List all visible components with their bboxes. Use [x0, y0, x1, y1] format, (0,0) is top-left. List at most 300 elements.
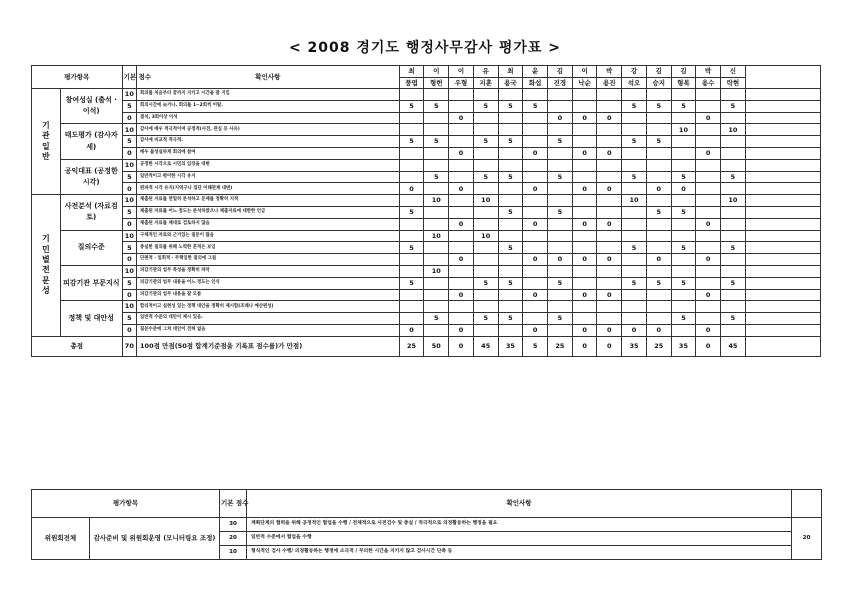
area-label [32, 89, 61, 195]
score-cell: 0 [671, 183, 696, 195]
score-cell [399, 159, 424, 171]
score-cell [399, 301, 424, 313]
score-cell [696, 313, 721, 325]
score-cell [449, 206, 474, 218]
total-score: 45 [473, 336, 498, 356]
score-cell: 0 [597, 147, 622, 159]
score-cell [424, 218, 449, 230]
score-cell [646, 218, 671, 230]
score-cell [449, 265, 474, 277]
score-cell [696, 136, 721, 148]
text-line: 전 [42, 265, 50, 275]
score-cell [498, 89, 523, 101]
member-given-name: 우형 [449, 77, 474, 89]
score-cell: 5 [424, 313, 449, 325]
member-given-name: 락현 [721, 77, 746, 89]
blank-cell [745, 230, 820, 242]
score-cell: 5 [498, 136, 523, 148]
score-cell: 0 [696, 218, 721, 230]
table-row [32, 147, 821, 159]
score-cell: 5 [646, 100, 671, 112]
score-cell: 0 [523, 218, 548, 230]
base-points: 5 [122, 206, 136, 218]
score-cell: 10 [424, 265, 449, 277]
score-cell [671, 265, 696, 277]
criteria-text: 계획단계의 협력을 위해 공정적인 협업을 수행 / 전체적으로 사전검수 및 충실 / 적극적으로 의정활동하는 행정을 필요 [247, 518, 792, 532]
score-cell: 0 [696, 112, 721, 124]
area-label [32, 195, 61, 337]
score-cell: 5 [622, 277, 647, 289]
score-cell [523, 136, 548, 148]
score-cell [696, 242, 721, 254]
criteria-text: 감사에 매우 적극적이며 공정적(사전, 관심 등 사유) [137, 124, 400, 136]
text-line: 성 [42, 286, 50, 296]
score-cell: 10 [721, 195, 746, 207]
score-cell [498, 159, 523, 171]
score-cell [449, 242, 474, 254]
score-cell [449, 301, 474, 313]
score-cell [646, 171, 671, 183]
header-criteria: 확인사항 [247, 490, 792, 518]
table-row [32, 242, 821, 254]
score-cell [523, 301, 548, 313]
base-points: 10 [122, 301, 136, 313]
score-cell [622, 313, 647, 325]
header-row [32, 490, 822, 518]
score-cell [572, 124, 597, 136]
criteria-text: 피감기관의 업무 내용을 잘 모름 [137, 289, 400, 301]
score-cell [696, 206, 721, 218]
member-surname: 신 [721, 66, 746, 78]
total-score: 35 [498, 336, 523, 356]
text-line: 별 [42, 255, 50, 265]
sub-item-label: 정책 및 대안성 [60, 301, 122, 336]
score-cell: 10 [473, 230, 498, 242]
total-score: 25 [399, 336, 424, 356]
score-cell: 5 [473, 277, 498, 289]
score-cell [572, 313, 597, 325]
header-points: 기본 점수 [122, 66, 136, 89]
score-cell [449, 171, 474, 183]
score-cell: 0 [696, 324, 721, 336]
base-points: 10 [122, 230, 136, 242]
score-cell [523, 112, 548, 124]
criteria-text: 감사에 비교적 적극적. [137, 136, 400, 148]
score-cell: 5 [424, 171, 449, 183]
score-cell: 0 [572, 254, 597, 266]
score-cell [597, 171, 622, 183]
score-cell [646, 230, 671, 242]
blank-cell [745, 195, 820, 207]
score-cell: 0 [696, 254, 721, 266]
score-cell: 0 [399, 324, 424, 336]
score-cell [548, 147, 573, 159]
score-cell [671, 159, 696, 171]
score-cell [473, 218, 498, 230]
score-cell: 0 [572, 218, 597, 230]
criteria-text: 제출된 자료를 어느 정도는 분석하였으나 제출자료에 대한한 언급 [137, 206, 400, 218]
score-cell [424, 324, 449, 336]
score-cell [548, 124, 573, 136]
sub-item-label: 참여성실 (출석 · 이석) [60, 89, 122, 124]
score-cell [646, 159, 671, 171]
score-cell [721, 136, 746, 148]
score-cell [597, 301, 622, 313]
member-surname: 김 [548, 66, 573, 78]
score-cell [622, 183, 647, 195]
criteria-text: 합리적이고 실현성 있는 정책 대안을 정확히 제시함(조례나 예산편성) [137, 301, 400, 313]
member-surname: 강 [622, 66, 647, 78]
score-cell: 10 [424, 230, 449, 242]
score-cell [498, 195, 523, 207]
score-cell: 5 [498, 313, 523, 325]
member-surname: 박 [597, 66, 622, 78]
score-cell [696, 159, 721, 171]
criteria-text: 구체적인 자료와 근거있는 질문이 많음 [137, 230, 400, 242]
score-cell [721, 301, 746, 313]
criteria-text: 형식적인 검사 수행/ 의정활동하는 행정에 소극적 / 무의한 시간을 지키지 않고 검사시간 단축 등 [247, 546, 792, 560]
score-cell: 5 [646, 277, 671, 289]
total-score: 25 [548, 336, 573, 356]
text-line: 반 [42, 151, 50, 161]
score-cell [597, 242, 622, 254]
score-cell: 0 [597, 324, 622, 336]
committee-score: 20 [792, 518, 822, 560]
score-cell [721, 159, 746, 171]
score-cell [399, 254, 424, 266]
member-given-name: 진경 [548, 77, 573, 89]
criteria-text: 제출된 자료를 제대로 검토하지 않음 [137, 218, 400, 230]
score-cell [523, 242, 548, 254]
score-cell [399, 313, 424, 325]
score-cell [548, 195, 573, 207]
table-row [32, 171, 821, 183]
score-cell [721, 206, 746, 218]
header-criteria: 확인사항 [137, 66, 400, 89]
member-given-name: 낙순 [572, 77, 597, 89]
score-cell: 5 [473, 136, 498, 148]
score-cell [572, 100, 597, 112]
total-score: 0 [572, 336, 597, 356]
total-score: 35 [622, 336, 647, 356]
score-cell: 5 [622, 171, 647, 183]
score-cell [449, 159, 474, 171]
score-cell [572, 206, 597, 218]
score-cell [498, 324, 523, 336]
score-cell: 5 [548, 136, 573, 148]
score-cell: 5 [473, 100, 498, 112]
score-cell: 5 [399, 206, 424, 218]
criteria-text: 질문수준에 그쳐 대안이 전혀 없음 [137, 324, 400, 336]
score-cell [449, 124, 474, 136]
table-row [32, 301, 821, 313]
score-cell [622, 230, 647, 242]
score-cell: 5 [424, 136, 449, 148]
sub-item-label: 공익대표 (공정한 시각) [60, 159, 122, 194]
base-points: 30 [220, 518, 247, 532]
score-cell [498, 112, 523, 124]
score-cell [721, 324, 746, 336]
score-cell [721, 112, 746, 124]
score-cell: 5 [548, 277, 573, 289]
member-given-name: 용수 [696, 77, 721, 89]
score-cell: 0 [449, 289, 474, 301]
score-cell [473, 159, 498, 171]
base-points: 10 [122, 89, 136, 101]
score-cell [721, 254, 746, 266]
score-cell: 5 [498, 206, 523, 218]
score-cell [399, 195, 424, 207]
score-cell: 10 [671, 124, 696, 136]
score-cell [523, 206, 548, 218]
score-cell: 0 [548, 112, 573, 124]
score-cell: 0 [597, 183, 622, 195]
score-cell: 0 [399, 183, 424, 195]
blank-cell [745, 183, 820, 195]
blank-cell [745, 324, 820, 336]
header-row [32, 66, 821, 78]
member-surname: 윤 [523, 66, 548, 78]
score-cell: 5 [671, 313, 696, 325]
base-points: 0 [122, 112, 136, 124]
score-cell [696, 183, 721, 195]
score-cell [424, 206, 449, 218]
score-cell [399, 171, 424, 183]
score-cell: 5 [399, 242, 424, 254]
score-cell [473, 324, 498, 336]
score-cell [449, 100, 474, 112]
score-cell [424, 301, 449, 313]
criteria-text: 피감기관의 업무 내용을 어느 정도는 인식 [137, 277, 400, 289]
score-cell [721, 218, 746, 230]
score-cell [498, 124, 523, 136]
score-cell [424, 289, 449, 301]
score-cell [498, 230, 523, 242]
blank-cell [745, 218, 820, 230]
table-row [32, 183, 821, 195]
score-cell [696, 265, 721, 277]
score-cell [597, 265, 622, 277]
score-cell: 0 [646, 324, 671, 336]
score-cell [622, 112, 647, 124]
score-cell [721, 289, 746, 301]
table-row [32, 518, 822, 532]
base-points: 0 [122, 183, 136, 195]
base-points: 0 [122, 289, 136, 301]
score-cell [622, 206, 647, 218]
total-score: 35 [671, 336, 696, 356]
score-cell [523, 195, 548, 207]
member-given-name: 화섭 [523, 77, 548, 89]
member-given-name: 형헌 [424, 77, 449, 89]
total-score: 45 [721, 336, 746, 356]
score-cell: 5 [523, 100, 548, 112]
text-line: 기 [42, 234, 50, 244]
score-cell [399, 89, 424, 101]
score-cell: 5 [671, 242, 696, 254]
score-cell [597, 159, 622, 171]
score-cell: 0 [548, 254, 573, 266]
base-points: 5 [122, 171, 136, 183]
score-cell [696, 100, 721, 112]
score-cell [597, 313, 622, 325]
base-points: 0 [122, 218, 136, 230]
base-points: 20 [220, 532, 247, 546]
header-item: 평가항목 [32, 490, 220, 518]
page-title: < 2008 경기도 행정사무감사 평가표 > [288, 40, 562, 56]
score-cell [721, 147, 746, 159]
score-cell [523, 159, 548, 171]
score-cell: 5 [721, 171, 746, 183]
score-cell [473, 254, 498, 266]
score-cell: 0 [646, 183, 671, 195]
score-cell [399, 147, 424, 159]
blank-cell [745, 301, 820, 313]
score-cell [671, 89, 696, 101]
score-cell [572, 159, 597, 171]
member-given-name: 용진 [597, 77, 622, 89]
blank-cell [745, 277, 820, 289]
score-cell: 5 [424, 100, 449, 112]
score-cell [721, 183, 746, 195]
score-cell [548, 289, 573, 301]
base-points: 5 [122, 277, 136, 289]
score-cell [473, 124, 498, 136]
member-given-name: 풍엽 [399, 77, 424, 89]
score-cell [597, 89, 622, 101]
member-surname: 이 [449, 66, 474, 78]
score-cell: 5 [671, 100, 696, 112]
total-label: 총점 [32, 336, 123, 356]
criteria-text: 회의시간에 늦거나, 회의를 1~2회씩 이탈. [137, 100, 400, 112]
score-cell [548, 89, 573, 101]
score-cell [597, 195, 622, 207]
total-row [32, 336, 821, 356]
blank-cell [745, 265, 820, 277]
score-cell [523, 89, 548, 101]
table-row [32, 112, 821, 124]
sub-item-label: 감사준비 및 위원회운영 (모니터링요 조정) [90, 518, 220, 560]
table-row [32, 218, 821, 230]
score-cell: 0 [572, 112, 597, 124]
score-cell [498, 301, 523, 313]
score-cell [671, 254, 696, 266]
score-cell [523, 171, 548, 183]
score-cell [622, 289, 647, 301]
score-cell [622, 124, 647, 136]
criteria-text: 회의를 처음부터 끝까지 지키고 시간을 잘 지킴 [137, 89, 400, 101]
score-cell [597, 124, 622, 136]
score-cell [498, 218, 523, 230]
blank-cell [745, 313, 820, 325]
score-cell: 5 [721, 242, 746, 254]
score-cell [646, 89, 671, 101]
score-cell [498, 289, 523, 301]
blank-cell [745, 171, 820, 183]
score-cell [622, 147, 647, 159]
table-row [32, 324, 821, 336]
score-cell: 0 [597, 254, 622, 266]
score-cell [671, 195, 696, 207]
table-row [32, 206, 821, 218]
score-cell [671, 289, 696, 301]
score-cell [473, 183, 498, 195]
score-cell [399, 124, 424, 136]
score-cell [498, 254, 523, 266]
score-cell [424, 242, 449, 254]
score-cell [696, 124, 721, 136]
score-cell [473, 265, 498, 277]
score-cell [696, 89, 721, 101]
blank-cell [745, 336, 820, 356]
score-cell: 5 [399, 100, 424, 112]
score-cell: 10 [424, 195, 449, 207]
score-cell [399, 218, 424, 230]
score-cell: 5 [721, 313, 746, 325]
score-cell [646, 313, 671, 325]
score-cell [449, 277, 474, 289]
criteria-text: 충실한 질의를 위해 노력한 흔적은 보임 [137, 242, 400, 254]
score-cell [424, 277, 449, 289]
score-cell: 5 [498, 277, 523, 289]
score-cell [721, 89, 746, 101]
score-cell [622, 89, 647, 101]
base-points: 10 [220, 546, 247, 560]
blank-cell [745, 159, 820, 171]
blank-cell [745, 112, 820, 124]
header-item: 평가항목 [32, 66, 123, 89]
score-cell: 0 [523, 324, 548, 336]
score-cell [696, 171, 721, 183]
score-cell: 0 [449, 254, 474, 266]
score-cell [424, 183, 449, 195]
table-row [32, 89, 821, 101]
score-cell [572, 230, 597, 242]
score-cell [424, 159, 449, 171]
score-cell [597, 100, 622, 112]
score-cell: 0 [523, 147, 548, 159]
member-surname: 최 [399, 66, 424, 78]
text-line: 민 [42, 244, 50, 254]
score-cell: 0 [696, 289, 721, 301]
score-cell: 0 [622, 324, 647, 336]
score-cell [622, 159, 647, 171]
score-cell: 0 [523, 289, 548, 301]
score-cell: 5 [671, 277, 696, 289]
score-cell: 0 [597, 289, 622, 301]
criteria-text: 매우 불성실하게 회의에 참여 [137, 147, 400, 159]
score-cell: 5 [622, 242, 647, 254]
score-cell: 5 [548, 313, 573, 325]
score-cell [473, 242, 498, 254]
score-cell [646, 195, 671, 207]
score-cell [498, 147, 523, 159]
score-cell [449, 195, 474, 207]
table-row [32, 277, 821, 289]
score-cell: 0 [572, 289, 597, 301]
score-cell [646, 301, 671, 313]
score-cell [597, 136, 622, 148]
score-cell: 5 [498, 171, 523, 183]
criteria-text: 편파적 시각 유지(지역구나 집단 이해관계 대변) [137, 183, 400, 195]
blank-cell [745, 254, 820, 266]
table-row [32, 313, 821, 325]
member-surname: 이 [572, 66, 597, 78]
score-cell [572, 195, 597, 207]
criteria-text: 단편적 · 일회적 · 무책임한 질의에 그침 [137, 254, 400, 266]
score-cell: 5 [622, 100, 647, 112]
blank-cell [745, 206, 820, 218]
